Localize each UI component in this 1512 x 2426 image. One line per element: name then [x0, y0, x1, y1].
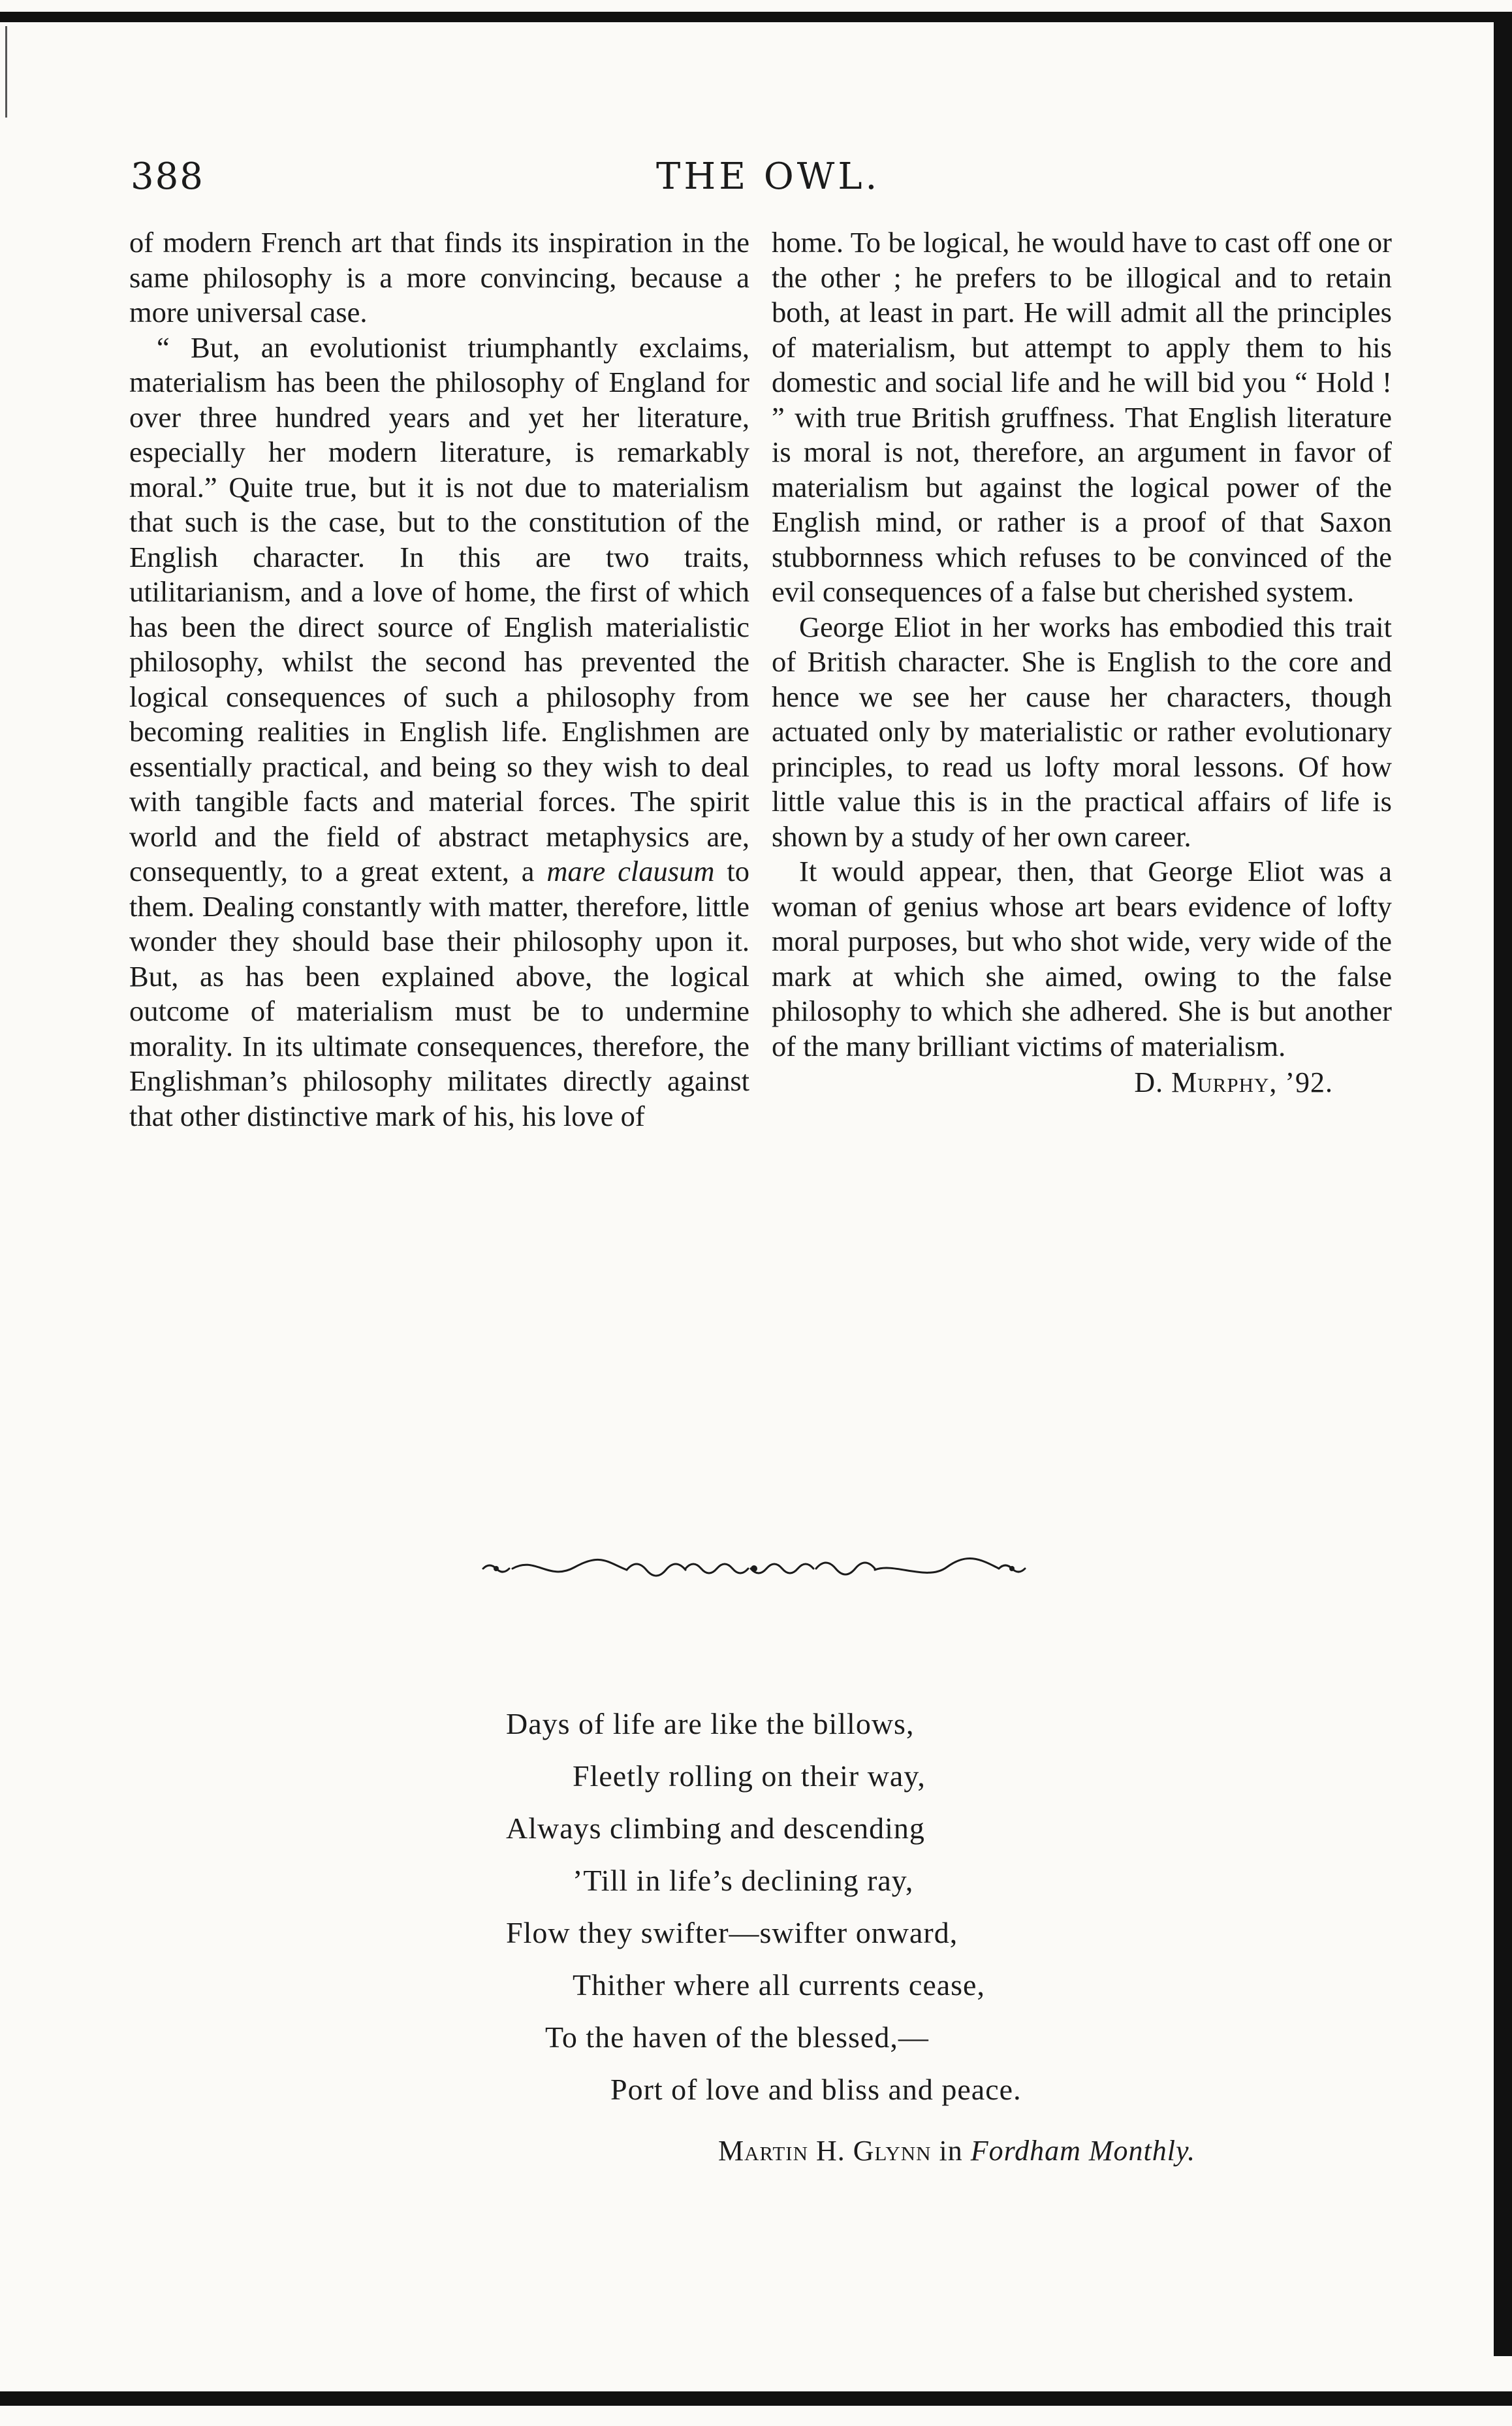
- bottom-border-rule: [0, 2391, 1512, 2406]
- right-paragraph-1: home. To be logical, he would have to cast off one or the other ; he prefers to be illogical and to retain both, at least in part. He will admit all the principles of materialism, but attempt to apply them to his domestic and social life and he will bid you “ Hold ! ” with true British gruffness. That English literature is moral is not, therefore, an argument in favor of materialism but against the logical power of the English mind, or rather is a proof of that Saxon stubbornness which refuses to be convinced of the evil consequences of a false but cherished system.: [772, 226, 1392, 608]
- attribution-in: in: [939, 2135, 963, 2167]
- poem-line-8: Port of love and bliss and peace.: [610, 2073, 1022, 2106]
- left-column: [129, 225, 749, 1134]
- poem-line-6: Thither where all currents cease,: [573, 1968, 985, 2002]
- right-border-rule: [1494, 12, 1512, 2356]
- poem-line-7: To the haven of the blessed,—: [545, 2020, 929, 2054]
- page-number: 388: [131, 155, 204, 198]
- left-paragraph-2: [129, 330, 749, 1134]
- poem-line-1: Days of life are like the billows,: [506, 1707, 915, 1740]
- right-paragraph-2: George Eliot in her works has embodied this trait of British character. She is English to the core and hence we see her cause her characters, though actuated only by materialistic or rather evolutionary principles, to read us lofty moral lessons. Of how little value this is in the practical affairs of life is shown by a study of her own career.: [772, 610, 1392, 853]
- decorative-divider-ornament: [477, 1556, 1032, 1582]
- poem-source: Fordham Monthly.: [970, 2135, 1196, 2167]
- left-paragraph-2-text-b: to them. Dealing constantly with matter, therefore, little wonder they should base their philosophy upon it. But, as has been explained above, the logical outcome of materialism must be to undermine morality. In its ultimate consequences, therefore, the Englishman’s philosophy militates directly against that other distinctive mark of his, his love of: [129, 855, 750, 1132]
- left-paragraph-1: of modern French art that finds its inspiration in the same philosophy is a more convincing, because a more universal case.: [129, 226, 749, 328]
- article-byline: D. Murphy, ’92.: [1134, 1066, 1333, 1098]
- left-paragraph-2-text-a: “ But, an evolutionist triumphantly exclaims, materialism has been the philosophy of England for over three hundred years and yet her literature, especially her modern literature, is remarkably moral.” Quite true, but it is not due to materialism that such is the case, but to the constitution of the English character. In this are two traits, utilitarianism, and a love of home, the first of which has been the direct source of English materialistic philosophy, whilst the second has prevented the logical consequences of such a philosophy from becoming realities in English life. Englishmen are essentially practical, and being so they wish to deal with tangible facts and material forces. The spirit world and the field of abstract metaphysics are, consequently, to a great extent, a: [129, 330, 749, 887]
- poem-attribution: [718, 2134, 1371, 2167]
- latin-phrase: mare clausum: [546, 855, 715, 887]
- poem: [506, 1698, 1420, 2116]
- poem-line-5: Flow they swifter—swifter onward,: [506, 1916, 958, 1949]
- poem-line-2: Fleetly rolling on their way,: [573, 1759, 926, 1793]
- page-header: [131, 155, 1384, 208]
- right-column: [772, 225, 1392, 1100]
- right-paragraph-3: It would appear, then, that George Eliot was a woman of genius whose art bears evidence of lofty moral purposes, but who shot wide, very wide of the mark at which she aimed, owing to the false philosophy to which she adhered. She is but another of the many brilliant victims of materialism.: [772, 855, 1392, 1062]
- running-title: THE OWL.: [656, 155, 881, 198]
- poem-line-4: ’Till in life’s declining ray,: [573, 1864, 914, 1897]
- left-edge-mark: [5, 26, 7, 118]
- poem-author: Martin H. Glynn: [718, 2135, 932, 2167]
- poem-line-3: Always climbing and descending: [506, 1812, 925, 1845]
- top-border-rule: [0, 12, 1512, 22]
